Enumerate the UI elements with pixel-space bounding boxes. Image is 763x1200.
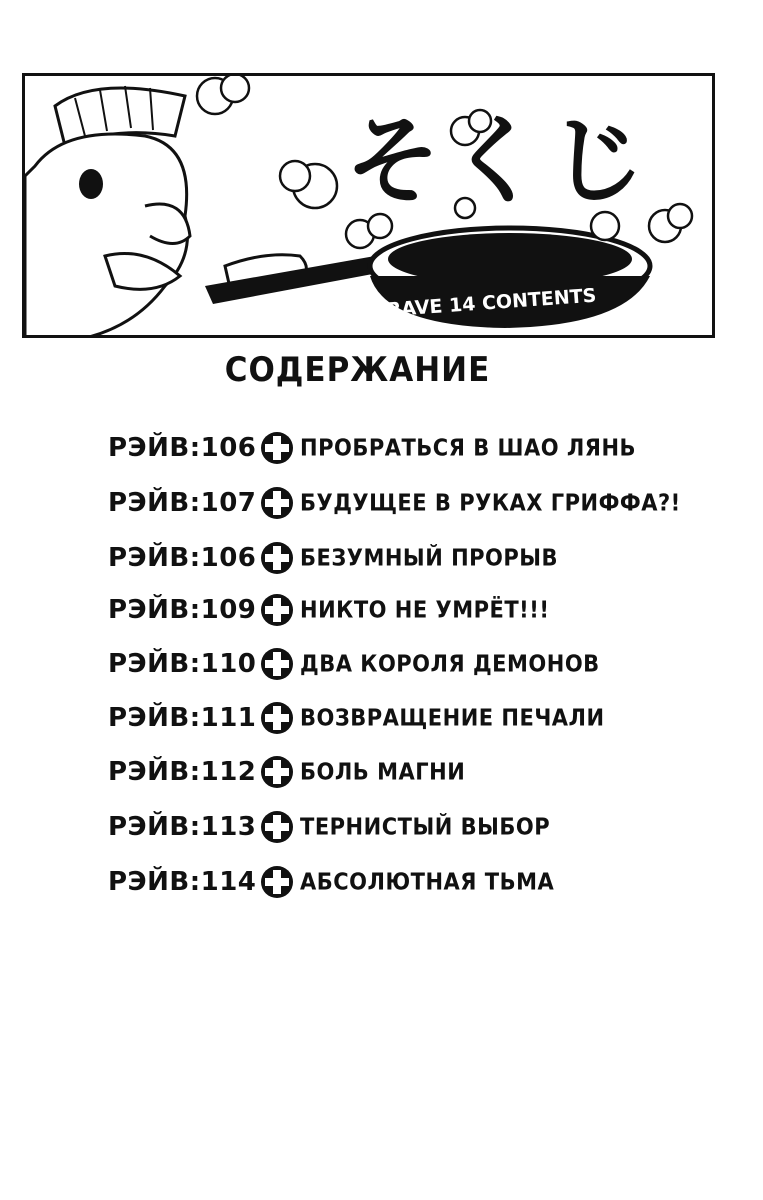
list-item bbox=[108, 483, 681, 523]
cross-icon bbox=[260, 701, 294, 735]
sfx-text: そくじ bbox=[345, 105, 651, 217]
chapter-title: БЕЗУМНЫЙ ПРОРЫВ bbox=[300, 544, 559, 572]
list-item bbox=[108, 752, 465, 792]
cross-icon bbox=[260, 755, 294, 789]
chapter-number: РЭЙВ:110 bbox=[108, 649, 257, 679]
chapter-number: РЭЙВ:106 bbox=[108, 543, 257, 573]
chapter-number: РЭЙВ:109 bbox=[108, 595, 257, 625]
chapter-title: НИКТО НЕ УМРЁТ!!! bbox=[300, 596, 550, 624]
cross-icon bbox=[260, 865, 294, 899]
list-item bbox=[108, 807, 550, 847]
chapter-number: РЭЙВ:111 bbox=[108, 703, 257, 733]
chapter-number: РЭЙВ:106 bbox=[108, 433, 257, 463]
list-item bbox=[108, 590, 549, 630]
cross-icon bbox=[260, 593, 294, 627]
chapter-number: РЭЙВ:113 bbox=[108, 812, 257, 842]
cross-icon bbox=[260, 486, 294, 520]
list-item bbox=[108, 862, 554, 902]
chapter-title: ДВА КОРОЛЯ ДЕМОНОВ bbox=[300, 650, 600, 678]
cross-icon bbox=[260, 541, 294, 575]
cross-icon bbox=[260, 810, 294, 844]
cross-icon bbox=[260, 647, 294, 681]
pan-text: RAVE 14 CONTENTS bbox=[386, 284, 598, 322]
chapter-title: ПРОБРАТЬСЯ В ШАО ЛЯНЬ bbox=[300, 434, 637, 462]
chapter-number: РЭЙВ:107 bbox=[108, 488, 257, 518]
list-item bbox=[108, 698, 605, 738]
list-item bbox=[108, 644, 600, 684]
illustration-art bbox=[25, 76, 715, 338]
header-illustration bbox=[22, 73, 715, 338]
list-item bbox=[108, 538, 558, 578]
chapter-title: ВОЗВРАЩЕНИЕ ПЕЧАЛИ bbox=[300, 704, 605, 732]
chapter-number: РЭЙВ:112 bbox=[108, 757, 257, 787]
list-item bbox=[108, 428, 636, 468]
chapter-title: АБСОЛЮТНАЯ ТЬМА bbox=[300, 868, 555, 896]
cross-icon bbox=[260, 431, 294, 465]
page-title: СОДЕРЖАНИЕ bbox=[224, 350, 491, 390]
chapter-title: БОЛЬ МАГНИ bbox=[300, 758, 466, 786]
chapter-title: БУДУЩЕЕ В РУКАХ ГРИФФА?! bbox=[300, 489, 681, 517]
chapter-number: РЭЙВ:114 bbox=[108, 867, 257, 897]
chapter-title: ТЕРНИСТЫЙ ВЫБОР bbox=[300, 813, 551, 841]
